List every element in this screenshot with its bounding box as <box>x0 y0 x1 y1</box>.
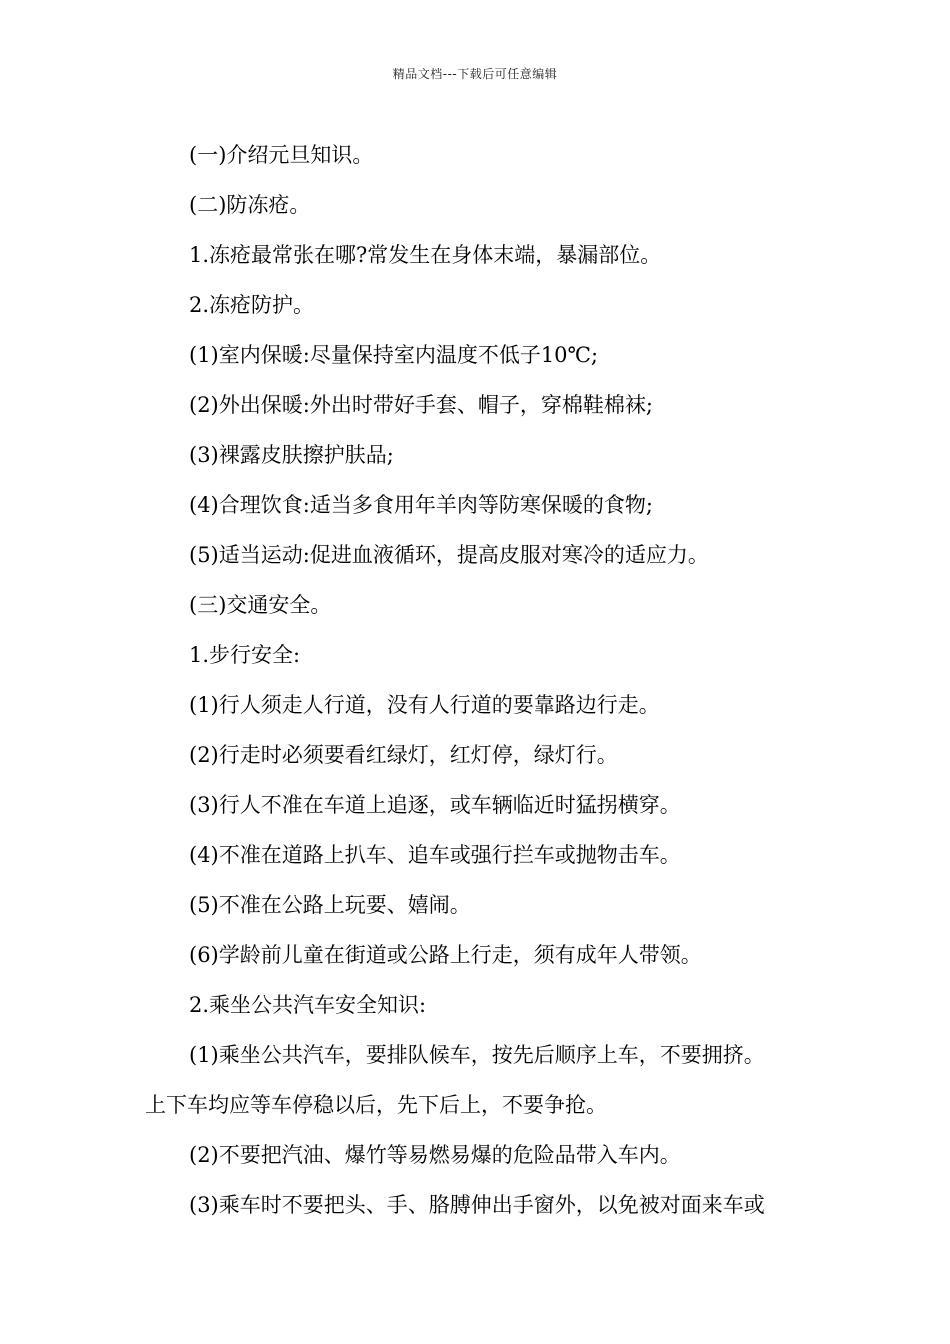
paragraph-8: (4)合理饮食:适当多食用年羊肉等防寒保暖的食物; <box>189 493 653 517</box>
paragraph-14: (3)行人不准在车道上追逐，或车辆临近时猛拐横穿。 <box>189 793 681 817</box>
paragraph-3: 1.冻疮最常张在哪?常发生在身体末端，暴漏部位。 <box>189 243 662 267</box>
paragraph-18: 2.乘坐公共汽车安全知识: <box>189 993 427 1017</box>
paragraph-12: (1)行人须走人行道，没有人行道的要靠路边行走。 <box>189 693 660 717</box>
paragraph-6: (2)外出保暖:外出时带好手套、帽子，穿棉鞋棉袜; <box>189 393 653 417</box>
paragraph-20: (2)不要把汽油、爆竹等易燃易爆的危险品带入车内。 <box>189 1143 681 1167</box>
paragraph-5: (1)室内保暖:尽量保持室内温度不低子10℃; <box>189 343 599 367</box>
paragraph-2: (二)防冻疮。 <box>189 193 311 217</box>
paragraph-21: (3)乘车时不要把头、手、胳膊伸出手窗外，以免被对面来车或 <box>189 1193 765 1217</box>
paragraph-19-continuation: 上下车均应等车停稳以后，先下后上，不要争抢。 <box>145 1093 607 1117</box>
paragraph-13: (2)行走时必须要看红绿灯，红灯停，绿灯行。 <box>189 743 618 767</box>
paragraph-16: (5)不准在公路上玩要、嬉闹。 <box>189 893 471 917</box>
paragraph-17: (6)学龄前儿童在街道或公路上行走，须有成年人带领。 <box>189 943 702 967</box>
paragraph-1: (一)介绍元旦知识。 <box>189 143 374 167</box>
page-header: 精品文档---下载后可任意编辑 <box>392 67 558 81</box>
paragraph-11: 1.步行安全: <box>189 643 301 667</box>
paragraph-4: 2.冻疮防护。 <box>189 293 315 317</box>
paragraph-7: (3)裸露皮肤擦护肤品; <box>189 443 394 467</box>
paragraph-10: (三)交通安全。 <box>189 593 332 617</box>
paragraph-15: (4)不准在道路上扒车、追车或强行拦车或抛物击车。 <box>189 843 681 867</box>
paragraph-19: (1)乘坐公共汽车，要排队候车，按先后顺序上车，不要拥挤。 <box>189 1043 765 1067</box>
document-body <box>145 130 825 1230</box>
paragraph-9: (5)适当运动:促进血液循环，提高皮服对寒冷的适应力。 <box>189 543 709 567</box>
